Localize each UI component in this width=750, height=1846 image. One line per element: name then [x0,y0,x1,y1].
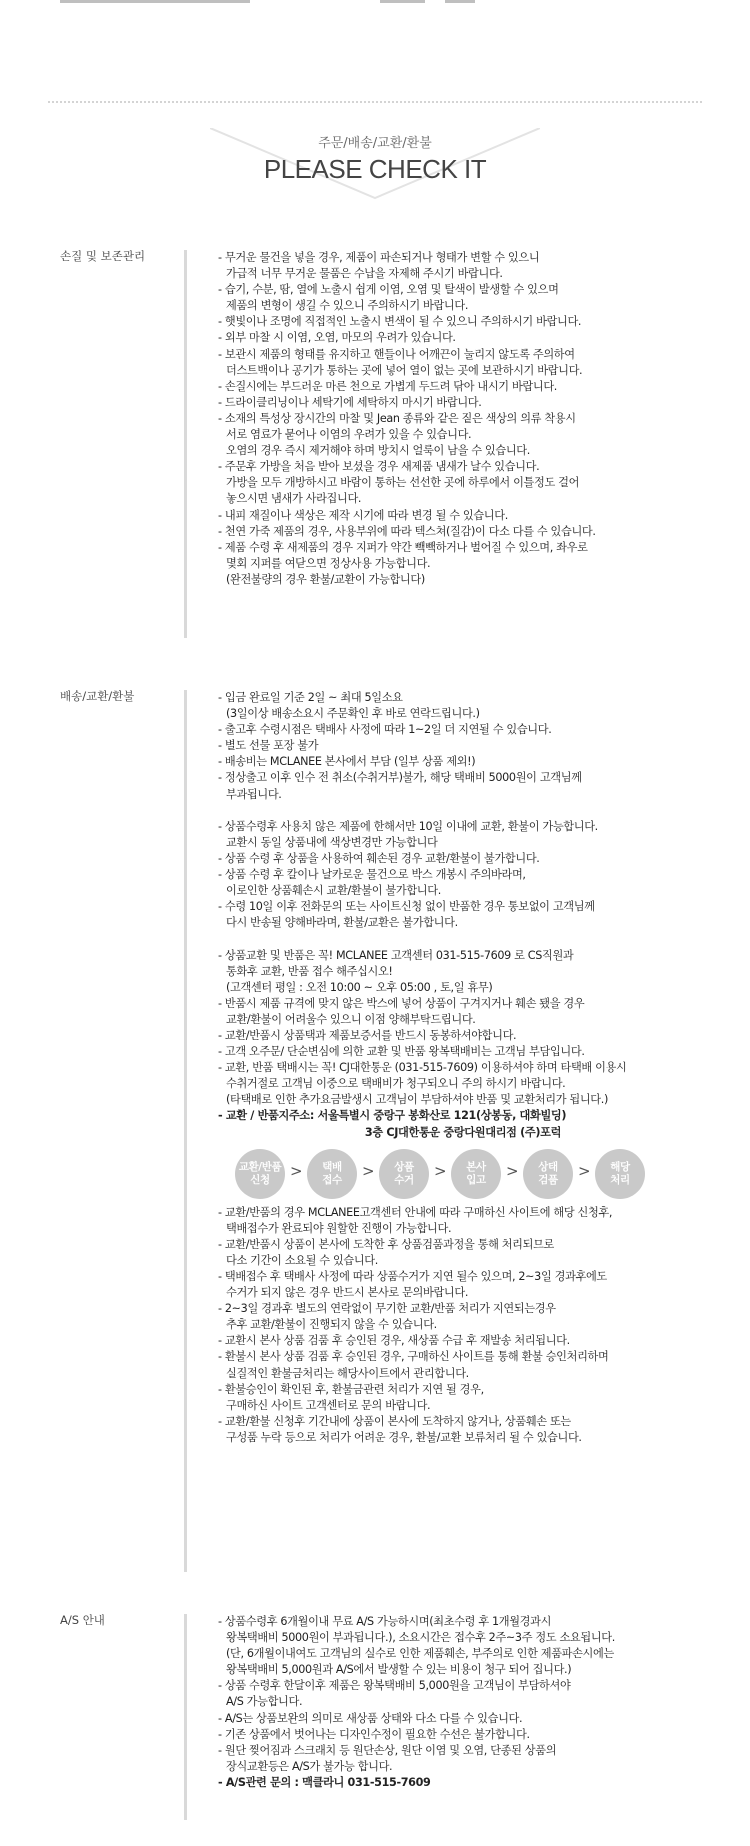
list-item-continuation: 교환/환불이 어려울수 있으니 이점 양해부탁드립니다. [226,1012,476,1026]
list-item: - 2~3일 경과후 별도의 연락없이 무기한 교환/반품 처리가 지연되는경우 [218,1302,556,1316]
list-item: - 환불승인이 확인된 후, 환불금관련 처리가 지연 될 경우, [218,1382,484,1396]
list-item: - 택배접수 후 택배사 사정에 따라 상품수거가 지연 될수 있으며, 2~3일 경과후에도 [218,1270,607,1283]
list-item: - A/S는 상품보완의 의미로 새상품 상태와 다소 다를 수 있습니다. [218,1711,523,1725]
policy-list-a [218,690,708,1141]
list-item: - 교환시 본사 상품 검품 후 승인된 경우, 새상품 수급 후 재발송 처리됩니다. [218,1334,570,1348]
list-item-continuation: 수거가 되지 않은 경우 반드시 본사로 문의바랍니다. [226,1286,469,1300]
section-body [218,1614,708,1791]
step-arrow-icon: > [434,1161,447,1180]
section-shipping-exchange-refund [0,688,750,1588]
list-item-continuation: 제품의 변형이 생길 수 있으니 주의하시기 바랍니다. [226,299,469,313]
list-item: 3층 CJ대한통운 중랑다원대리점 (주)포럭 [364,1125,562,1139]
list-item: - 교환 / 반품지주소: 서울특별시 중랑구 봉화산로 121(상봉동, 대화빌딩) [218,1109,567,1123]
list-item-continuation: (고객센터 평일 : 오전 10:00 ~ 오후 05:00 , 토,일 휴무) [226,980,493,994]
section-divider-bar [184,1614,187,1820]
list-item-continuation: 다시 반송될 양해바라며, 환불/교환은 불가합니다. [226,916,458,930]
list-item: - 상품 수령 후 상품을 사용하여 훼손된 경우 교환/환불이 불가합니다. [218,851,540,865]
section-after-service [0,1612,750,1822]
process-step: 택배 접수 [307,1149,357,1199]
list-item: - 출고후 수령시점은 택배사 사정에 따라 1~2일 더 지연될 수 있습니다. [218,723,552,737]
process-step: 상태 검품 [523,1149,573,1199]
list-item: - 상품수령후 6개월이내 무료 A/S 가능하시며(최초수령 후 1개월경과시 [218,1615,552,1628]
list-item-continuation: (3일이상 배송소요시 주문확인 후 바로 연락드립니다.) [226,707,480,721]
list-item: - 별도 선물 포장 불가 [218,739,319,753]
list-item: - 습기, 수분, 땀, 열에 노출시 쉽게 이염, 오염 및 탈색이 발생할 수 있으며 [218,283,559,297]
list-item-continuation: 구성품 누락 등으로 처리가 어려운 경우, 환불/교환 보류처리 될 수 있습니다. [226,1430,582,1444]
list-item: - A/S관련 문의 : 맥클라니 031-515-7609 [218,1775,431,1789]
list-item: - 교환/반품시 상품이 본사에 도착한 후 상품검품과정을 통해 처리되므로 [218,1237,555,1251]
section-label: 손질 및 보존관리 [60,249,146,263]
list-item: - 상품 수령 후 칼이나 날카로운 물건으로 박스 개봉시 주의바라며, [218,868,526,882]
list-item: - 원단 찢어짐과 스크래치 등 원단손상, 원단 이염 및 오염, 단종된 상품의 [218,1743,557,1757]
list-item-continuation: 추후 교환/환불이 진행되지 않을 수 있습니다. [226,1318,437,1332]
list-item: - 교환/환불 신청후 기간내에 상품이 본사에 도착하지 않거나, 상품훼손 또는 [218,1414,571,1428]
list-item-continuation: (타택배로 인한 추가요금발생시 고객님이 부담하셔야 반품 및 교환처리가 됩니다.) [226,1093,608,1107]
list-item: - 상품수령후 사용치 않은 제품에 한해서만 10일 이내에 교환, 환불이 가능합니다. [218,819,598,833]
list-item: - 교환/반품의 경우 MCLANEE고객센터 안내에 따라 구매하신 사이트에 해당 신청후, [218,1205,613,1219]
list-item: - 상품 수령후 한달이후 제품은 왕복택배비 5,000원을 고객님이 부담하셔야 [218,1679,571,1693]
list-item-continuation: 택배접수가 완료되야 원할한 진행이 가능합니다. [226,1221,452,1235]
list-item: - 제품 수령 후 새제품의 경우 지퍼가 약간 빽빽하거나 벌어질 수 있으며, 좌우로 [218,540,588,554]
list-item-continuation: 이로인한 상품훼손시 교환/환불이 불가합니다. [226,884,441,898]
step-arrow-icon: > [290,1161,303,1180]
list-item: - 수령 10일 이후 전화문의 또는 사이트신청 없이 반품한 경우 통보없이 고객님께 [218,900,595,914]
list-item: - 입금 완료일 기준 2일 ~ 최대 5일소요 [218,691,403,704]
policy-list-b [218,1205,708,1446]
list-item-continuation: 실질적인 환불금처리는 해당사이트에서 관리합니다. [226,1366,469,1380]
list-item: - 보관시 제품의 형태를 유지하고 핸들이나 어깨끈이 눌리지 않도록 주의하여 [218,347,575,361]
list-item-continuation: (완전불량의 경우 환불/교환이 가능합니다) [226,572,425,586]
list-item-continuation: 다소 기간이 소요될 수 있습니다. [226,1253,378,1267]
list-item: - 환불시 본사 상품 검품 후 승인된 경우, 구매하신 사이트를 통해 환불 승인처리하며 [218,1350,609,1364]
process-step: 본사 입고 [451,1149,501,1199]
list-item: - 무거운 물건을 넣을 경우, 제품이 파손되거나 형태가 변할 수 있으니 [218,251,540,264]
list-item-continuation: 교환시 동일 상품내에 색상변경만 가능합니다 [226,835,438,849]
section-body [218,250,708,588]
process-step: 해당 처리 [595,1149,645,1199]
list-item-continuation: 수취거절로 고객님 이중으로 택배비가 청구되오니 주의 하시기 바랍니다. [226,1077,566,1091]
list-item: - 상품교환 및 반품은 꼭! MCLANEE 고객센터 031-515-7609 로 CS직원과 [218,948,574,962]
dotted-divider [48,101,702,103]
list-item: - 외부 마찰 시 이염, 오염, 마모의 우려가 있습니다. [218,331,456,345]
section-body [218,690,708,1446]
list-item-continuation: 가급적 너무 무거운 물품은 수납을 자제해 주시기 바랍니다. [226,267,503,281]
page-header [0,110,750,230]
list-item-continuation: (단, 6개월이내여도 고객님의 실수로 인한 제품훼손, 부주의로 인한 제품파손시에는 [226,1647,614,1661]
list-item: - 손질시에는 부드러운 마른 천으로 가볍게 두드려 닦아 내시기 바랍니다. [218,379,558,393]
section-care [0,248,750,640]
process-step: 상품 수거 [379,1149,429,1199]
step-arrow-icon: > [578,1161,591,1180]
top-edge-fragment [60,0,480,4]
step-arrow-icon: > [362,1161,375,1180]
process-steps [235,1143,665,1201]
list-item: - 교환/반품시 상품택과 제품보증서를 반드시 동봉하셔야합니다. [218,1028,517,1042]
spacer [218,931,708,947]
list-item: - 배송비는 MCLANEE 본사에서 부담 (일부 상품 제외!) [218,755,476,769]
list-item-continuation: 놓으시면 냄새가 사라집니다. [226,492,362,506]
list-item-continuation: 구매하신 사이트 고객센터로 문의 바랍니다. [226,1398,431,1412]
list-item-continuation: 더스트백이나 공기가 통하는 곳에 넣어 열이 없는 곳에 보관하시기 바랍니다. [226,363,583,377]
list-item: - 소재의 특성상 장시간의 마찰 및 Jean 종류와 같은 짙은 색상의 의류 착용시 [218,411,576,425]
list-item: - 반품시 제품 규격에 맞지 않은 박스에 넣어 상품이 구겨지거나 훼손 됐을 경우 [218,996,585,1010]
list-item-continuation: 부과됩니다. [226,787,282,801]
list-item-continuation: A/S 가능합니다. [226,1695,303,1709]
list-item-continuation: 가방을 모두 개방하시고 바람이 통하는 선선한 곳에 하루에서 이틀정도 걸어 [226,476,580,490]
list-item-continuation: 통화후 교환, 반품 접수 해주십시오! [226,964,393,978]
list-item-continuation: 왕복택배비 5,000원과 A/S에서 발생할 수 있는 비용이 청구 되어 집니다.) [226,1663,572,1677]
header-subtitle: 주문/배송/교환/환불 [318,136,432,151]
list-item-continuation: 오염의 경우 즉시 제거해야 하며 방치시 얼룩이 남을 수 있습니다. [226,444,530,458]
list-item-continuation: 장식교환등은 A/S가 불가능 합니다. [226,1759,393,1773]
list-item: - 드라이클리닝이나 세탁기에 세탁하지 마시기 바랍니다. [218,395,482,409]
list-item: - 내피 재질이나 색상은 제작 시기에 따라 변경 될 수 있습니다. [218,508,508,522]
list-item: - 주문후 가방을 처음 받아 보셨을 경우 새제품 냄새가 날수 있습니다. [218,460,540,474]
list-item-continuation: 왕복택배비 5000원이 부과됩니다.), 소요시간은 접수후 2주~3주 정도 소요됩니다. [226,1631,615,1645]
section-divider-bar [184,250,187,638]
list-item: - 햇빛이나 조명에 직접적인 노출시 변색이 될 수 있으니 주의하시기 바랍니다. [218,315,582,329]
list-item: - 정상출고 이후 인수 전 취소(수취거부)불가, 해당 택배비 5000원이 고객님께 [218,771,582,785]
list-item-continuation: 몇회 지퍼를 여닫으면 정상사용 가능합니다. [226,556,431,570]
list-item: - 기존 상품에서 벗어나는 디자인수정이 필요한 수선은 불가합니다. [218,1727,530,1741]
section-label: 배송/교환/환불 [60,689,135,703]
spacer [218,803,708,819]
section-label: A/S 안내 [60,1613,105,1627]
process-step: 교환/반품 신청 [235,1149,285,1199]
list-item: - 고객 오주문/ 단순변심에 의한 교환 및 반품 왕복택배비는 고객님 부담입니다. [218,1045,585,1059]
page-title: PLEASE CHECK IT [263,154,487,184]
list-item: - 천연 가죽 제품의 경우, 사용부위에 따라 텍스쳐(질감)이 다소 다를 수 있습니다. [218,524,596,538]
step-arrow-icon: > [506,1161,519,1180]
section-divider-bar [184,690,187,1572]
list-item: - 교환, 반품 택배시는 꼭! CJ대한통운 (031-515-7609) 이용하셔야 하며 타택배 이용시 [218,1061,627,1075]
list-item-continuation: 서로 염료가 묻어나 이염의 우려가 있을 수 있습니다. [226,428,472,442]
